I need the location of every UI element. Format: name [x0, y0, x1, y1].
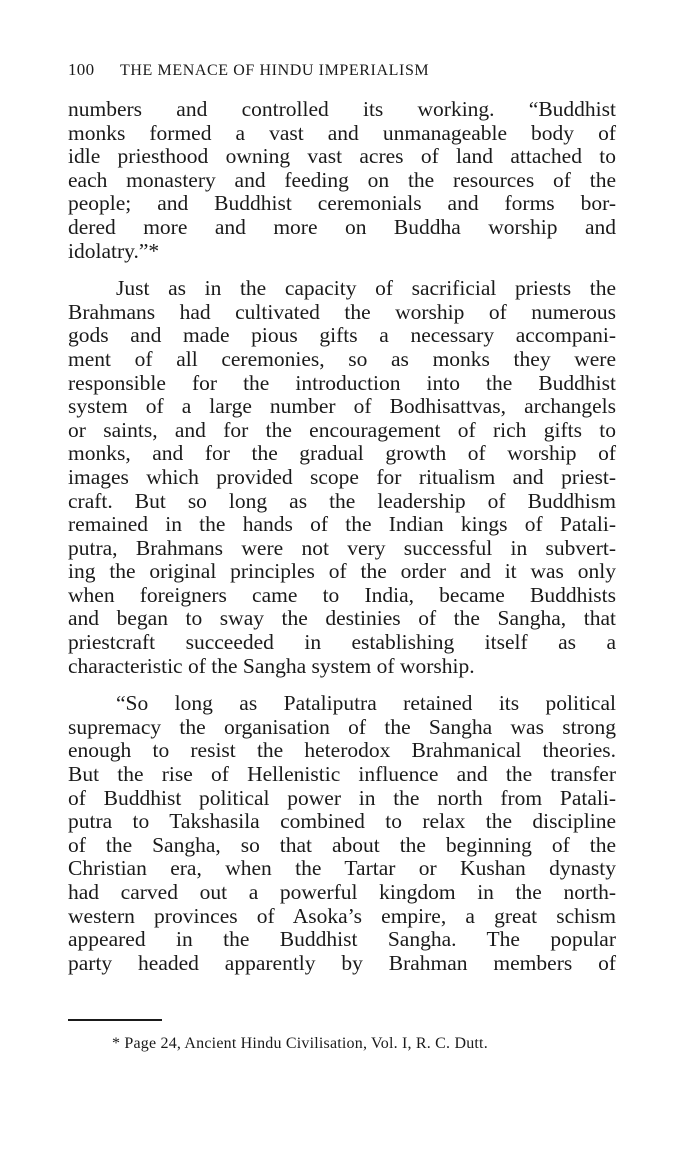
text-line: numbers and controlled its working. “Buddhist — [68, 97, 616, 121]
text-line: of the Sangha, so that about the beginning of the — [68, 832, 616, 857]
text-line: supremacy the organisation of the Sangha was strong — [68, 714, 616, 739]
text-line: “So long as Pataliputra retained its political — [116, 691, 616, 716]
body-text — [68, 98, 616, 975]
text-line: responsible for the introduction into the Buddhist — [68, 370, 616, 395]
text-line: or saints, and for the encouragement of rich gifts to — [68, 417, 616, 442]
text-line: and began to sway the destinies of the Sangha, that — [68, 606, 616, 631]
text-line: remained in the hands of the Indian kings of Patali- — [68, 512, 616, 537]
text-line: ment of all ceremonies, so as monks they were — [68, 346, 616, 371]
text-line: putra, Brahmans were not very successful in subvert- — [68, 535, 616, 560]
text-line: characteristic of the Sangha system of worship. — [68, 653, 475, 678]
page-number: 100 — [68, 60, 95, 79]
paragraph-2 — [68, 277, 616, 678]
text-line: when foreigners came to India, became Buddhists — [68, 582, 616, 607]
text-line: dered more and more on Buddha worship and — [68, 214, 616, 239]
text-line: system of a large number of Bodhisattvas, archangels — [68, 394, 616, 419]
text-line: idolatry.”* — [68, 238, 160, 263]
text-line: ing the original principles of the order and it was only — [68, 559, 616, 584]
footnote: * Page 24, Ancient Hindu Civilisation, Vol. I, R. C. Dutt. — [112, 1035, 488, 1052]
text-line: images which provided scope for ritualism and priest- — [68, 464, 616, 489]
text-line: monks formed a vast and unmanageable body of — [68, 120, 616, 145]
text-line: priestcraft succeeded in establishing itself as a — [68, 630, 616, 655]
text-line: of Buddhist political power in the north from Patali- — [68, 785, 616, 810]
text-line: putra to Takshasila combined to relax the discipline — [68, 809, 616, 834]
text-line: Just as in the capacity of sacrificial priests the — [116, 276, 616, 301]
text-line: But the rise of Hellenistic influence and the transfer — [68, 762, 616, 787]
text-line: Brahmans had cultivated the worship of numerous — [68, 299, 616, 324]
text-line: people; and Buddhist ceremonials and forms bor- — [68, 191, 616, 216]
paragraph-3 — [68, 692, 616, 975]
text-line: idle priesthood owning vast acres of land attached to — [68, 144, 616, 169]
text-line: had carved out a powerful kingdom in the north- — [68, 880, 616, 904]
running-head — [68, 60, 538, 80]
text-line: gods and made pious gifts a necessary accompani- — [68, 323, 616, 348]
running-title: THE MENACE OF HINDU IMPERIALISM — [120, 62, 430, 79]
footnote-divider — [68, 1019, 162, 1021]
paragraph-1 — [68, 98, 616, 263]
text-line: appeared in the Buddhist Sangha. The popular — [68, 927, 616, 952]
text-line: western provinces of Asoka’s empire, a great schism — [68, 903, 616, 928]
text-line: craft. But so long as the leadership of Buddhism — [68, 488, 616, 513]
text-line: monks, and for the gradual growth of worship of — [68, 441, 616, 466]
text-line: each monastery and feeding on the resources of the — [68, 167, 616, 192]
text-line: party headed apparently by Brahman members of — [68, 950, 616, 975]
text-line: enough to resist the heterodox Brahmanical theories. — [68, 738, 616, 763]
text-line: Christian era, when the Tartar or Kushan dynasty — [68, 856, 616, 881]
